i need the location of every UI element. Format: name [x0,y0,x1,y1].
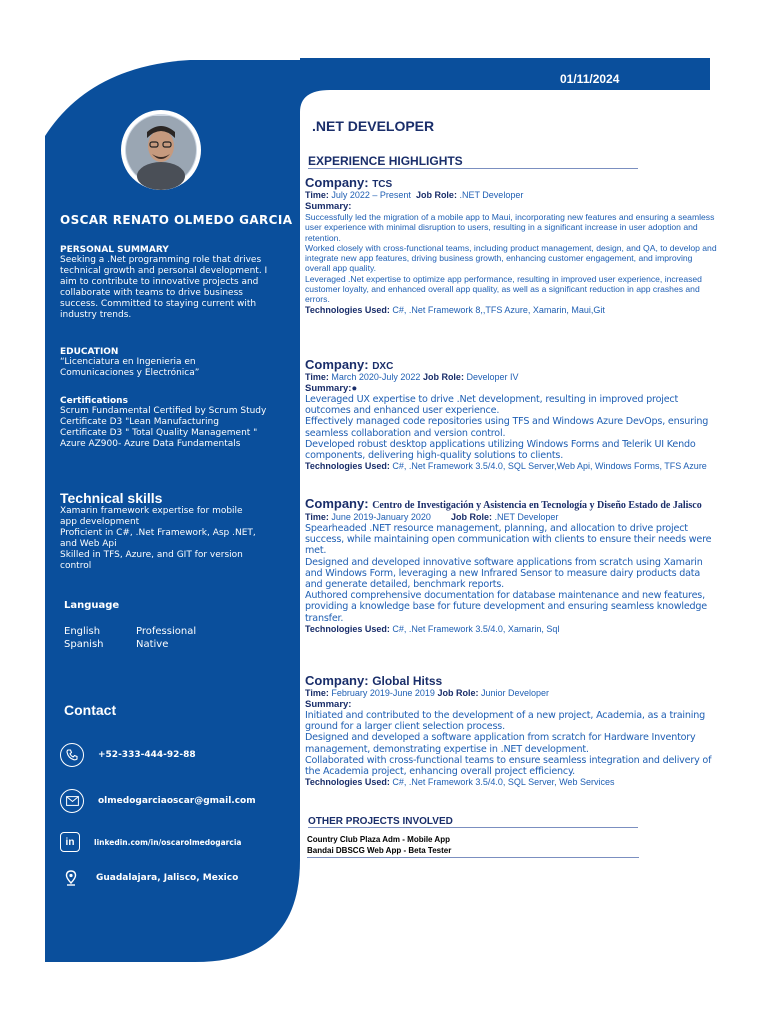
phone-icon [60,743,84,767]
job-paragraph: Collaborated with cross-functional teams to ensure seamless integration and delivery of the Academia project, enhancing overall project efficiency. [305,754,712,778]
company-name: Centro de Investigación y Asistencia en Tecnología y Diseño Estado de Jalisco [372,500,702,511]
language-heading: Language [64,600,120,611]
education-line: Comunicaciones y Electrónica” [60,368,200,378]
job-tech [305,305,717,316]
company-label: Company: [305,175,369,190]
language-section [64,600,274,611]
job-role: .NET Developer [494,512,559,522]
document-date: 01/11/2024 [560,72,620,86]
envelope-icon [60,789,84,813]
job-meta [305,512,717,523]
language-row [64,626,208,637]
linkedin-glyph: in [65,836,75,848]
job-time: July 2022 – Present [331,190,411,200]
tech-list: C#, .Net Framework 8,,TFS Azure, Xamarin, Maui,Git [392,304,605,315]
linkedin-url[interactable]: linkedin.com/in/oscarolmedogarcia [94,837,242,847]
company-name: TCS [372,179,393,190]
skills-section [60,490,260,572]
tech-list: C#, .Net Framework 3.5/4.0, SQL Server, Web Services [392,777,615,788]
role-label: Job Role: [422,372,464,382]
summary-label: Summary: [305,201,352,212]
job-paragraph: Designed and developed a software application from scratch for Hardware Inventory management, demonstrating expertise in .NET development. [305,732,696,755]
language-row [64,639,208,650]
contact-location [60,870,238,886]
linkedin-icon [60,832,80,852]
job-tech [305,461,717,472]
job-paragraph: Successfully led the migration of a mobile app to Maui, incorporating new features and ensuring a seamless user experience with minimal disruption to users, resulting in a significant increase in user adoption and retention. [305,212,715,243]
job-paragraph: Leveraged UX expertise to drive .Net development, resulting in improved project outcomes and enhanced user experience. [305,394,679,417]
tech-label: Technologies Used: [305,777,390,788]
job-paragraph: Leveraged .Net expertise to optimize app performance, resulting in improved user experience, increased customer loyalty, and enhanced overall app quality, as well as a significant reduction in app crashes and errors. [305,273,702,305]
skill-line: Proficient in C#, .Net Framework, Asp .NET, and Web Api [60,528,256,549]
job-role: .NET Developer [459,190,524,200]
job-paragraph: Worked closely with cross-functional teams, including product management, design, and QA, to develop and integrate new app features, driving business growth, enhancing customer engagement, and improving overall app quality. [305,242,717,274]
job-entry [305,357,717,472]
company-line [305,357,717,372]
job-meta [305,372,717,383]
location-text: Guadalajara, Jalisco, Mexico [96,873,239,883]
email-address[interactable]: olmedogarciaoscar@gmail.com [98,796,256,806]
skill-line: Xamarin framework expertise for mobile app development [60,506,243,527]
job-paragraph: Developed robust desktop applications utilizing Windows Forms and Telerik UI Kendo components, delivering high-quality solutions to clients. [305,438,696,462]
company-label: Company: [305,357,369,372]
skills-heading: Technical skills [60,490,163,506]
job-paragraph: Initiated and contributed to the development of a new project, Academia, as a training ground for a larger client selection process. [305,710,706,733]
language-level: Professional [136,626,197,637]
certification-line: Certificate D3 " Total Quality Management " [60,428,258,438]
company-line [305,673,717,688]
time-label: Time: [305,372,329,382]
job-tech [305,624,717,635]
job-paragraph: Effectively managed code repositories using TFS and Windows Azure DevOps, ensuring seamless collaboration and version control. [305,416,709,439]
job-entry [305,175,717,316]
full-name: OSCAR RENATO OLMEDO GARCIA [60,213,293,227]
job-role: Developer IV [466,372,519,382]
job-entry [305,673,717,788]
company-line [305,175,717,190]
summary-label: Summary: [305,699,352,710]
project-item: Country Club Plaza Adm - Mobile App [307,835,450,844]
certification-line: Certificate D3 "Lean Manufacturing [60,417,219,427]
company-name: Global Hitss [372,674,443,688]
job-role: Junior Developer [480,688,550,698]
education-line: “Licenciatura en Ingenieria en [60,357,196,367]
time-label: Time: [305,190,329,200]
job-meta [305,688,717,699]
company-label: Company: [305,496,369,511]
job-entry [305,497,717,635]
skill-line: Skilled in TFS, Azure, and GIT for version control [60,550,243,571]
location-pin-icon [60,870,82,886]
job-paragraph: Designed and developed innovative software applications from scratch using Xamarin and Windows Form, leveraging a new Infrared Sensor to measure dairy products data and generate detailed, benchmark reports. [305,556,703,591]
divider [307,857,639,858]
certifications-section [60,396,270,450]
job-meta [305,190,717,201]
contact-email[interactable] [60,789,256,813]
job-time: June 2019-January 2020 [331,512,431,522]
other-projects-heading: OTHER PROJECTS INVOLVED [308,816,638,828]
job-time: March 2020-July 2022 [331,372,421,382]
role-label: Job Role: [450,512,492,522]
tech-list: C#, .Net Framework 3.5/4.0, SQL Server,Web Api, Windows Forms, TFS Azure [392,461,707,472]
contact-heading: Contact [64,702,117,718]
job-paragraph: Authored comprehensive documentation for database maintenance and new features, providing a knowledge base for future development and ensuring seamless knowledge transfer. [305,590,708,624]
language-name: English [64,626,101,637]
summary-label: Summary:● [305,383,358,394]
tech-label: Technologies Used: [305,623,390,634]
contact-phone [60,743,196,767]
time-label: Time: [305,512,329,522]
certifications-heading: Certifications [60,396,128,406]
experience-heading: EXPERIENCE HIGHLIGHTS [308,154,638,169]
tech-label: Technologies Used: [305,461,390,472]
personal-summary [60,245,270,321]
time-label: Time: [305,688,329,698]
language-level: Native [136,639,169,650]
language-name: Spanish [64,639,104,650]
company-line [305,497,717,512]
education-heading: EDUCATION [60,347,119,357]
role-label: Job Role: [437,688,479,698]
job-tech [305,777,717,788]
job-paragraph: Spearheaded .NET resource management, planning, and allocation to drive project success, while maintaining open communication with clients to ensure their needs were met. [305,523,712,557]
header-band [300,58,710,112]
phone-number: +52-333-444-92-88 [98,750,196,760]
job-time: February 2019-June 2019 [331,688,435,698]
contact-linkedin[interactable] [60,832,241,852]
company-name: DXC [372,361,394,372]
company-label: Company: [305,673,369,688]
education-section [60,347,270,379]
contact-section [64,702,274,718]
project-item: Bandai DBSCG Web App - Beta Tester [307,846,452,855]
page-title: .NET DEVELOPER [312,118,435,134]
personal-summary-text: Seeking a .Net programming role that drives technical growth and personal development. I aim to contribute to innovative projects and collaborate with teams to drive business success. Committed to staying current with industry trends. [60,255,268,320]
role-label: Job Role: [415,190,457,200]
personal-summary-heading: PERSONAL SUMMARY [60,245,169,255]
tech-list: C#, .Net Framework 3.5/4.0, Xamarin, Sql [392,623,560,634]
tech-label: Technologies Used: [305,304,390,315]
certification-line: Scrum Fundamental Certified by Scrum Study [60,406,267,416]
certification-line: Azure AZ900- Azure Data Fundamentals [60,439,241,449]
